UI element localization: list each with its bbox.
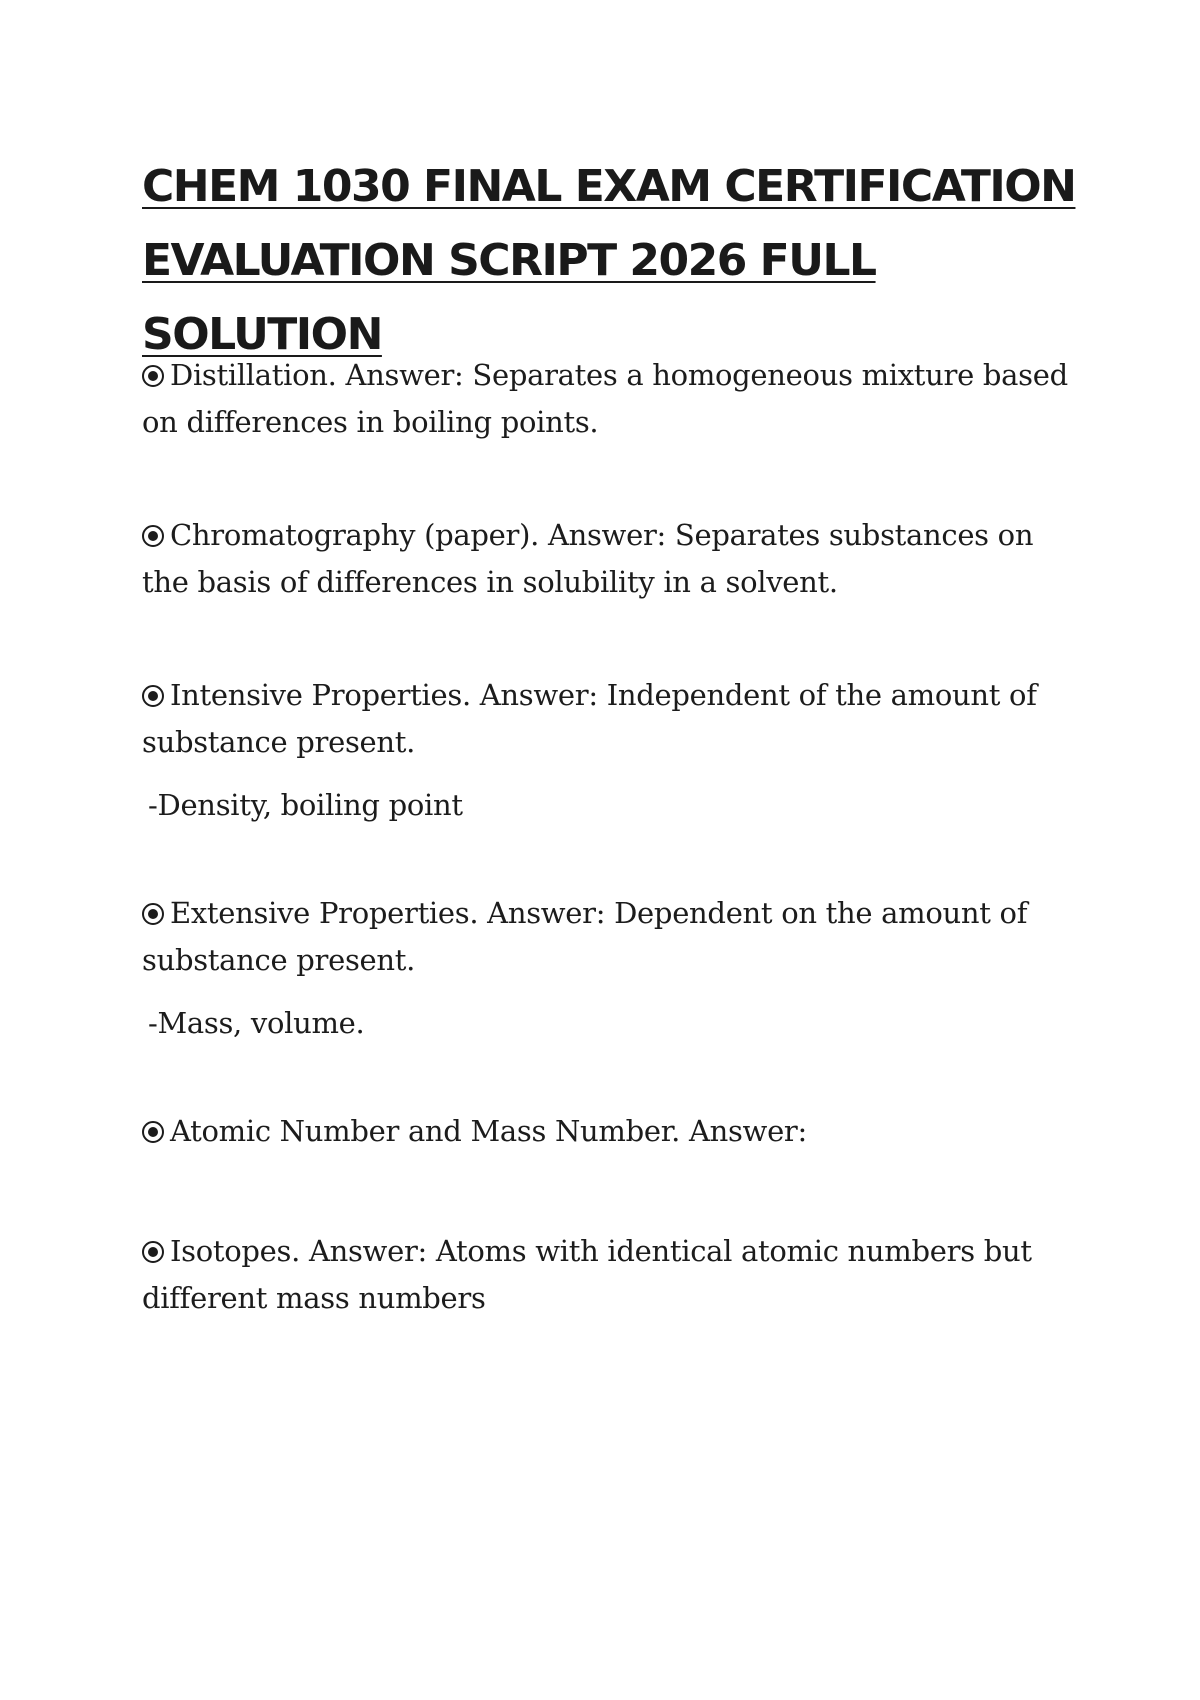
qa-item-text: Chromatography (paper). Answer: Separates substances on the basis of differences in solubility in a solvent. xyxy=(142,518,1034,599)
qa-item-text: Isotopes. Answer: Atoms with identical atomic numbers but different mass numbers xyxy=(142,1234,1032,1315)
qa-item-extensive-properties xyxy=(142,890,1072,1047)
qa-item-distillation xyxy=(142,352,1072,446)
qa-item-text: Atomic Number and Mass Number. Answer: xyxy=(170,1114,807,1148)
qa-item-example: -Mass, volume. xyxy=(148,1006,365,1040)
qa-item-example: -Density, boiling point xyxy=(148,788,463,822)
radio-bullet-icon xyxy=(142,1121,164,1143)
radio-bullet-icon xyxy=(142,685,164,707)
document-title xyxy=(142,150,1102,372)
qa-item-isotopes xyxy=(142,1228,1072,1322)
qa-item-text: Extensive Properties. Answer: Dependent on the amount of substance present. xyxy=(142,896,1028,977)
title-line-1: CHEM 1030 FINAL EXAM CERTIFICATION xyxy=(142,161,1076,212)
radio-bullet-icon xyxy=(142,365,164,387)
radio-bullet-icon xyxy=(142,1241,164,1263)
qa-item-text: Distillation. Answer: Separates a homogeneous mixture based on differences in boiling points. xyxy=(142,358,1068,439)
qa-item-chromatography xyxy=(142,512,1072,606)
radio-bullet-icon xyxy=(142,903,164,925)
radio-bullet-icon xyxy=(142,525,164,547)
qa-item-text: Intensive Properties. Answer: Independent of the amount of substance present. xyxy=(142,678,1037,759)
title-line-2: EVALUATION SCRIPT 2026 FULL SOLUTION xyxy=(142,235,876,360)
qa-item-intensive-properties xyxy=(142,672,1072,829)
qa-item-atomic-number xyxy=(142,1108,1072,1155)
